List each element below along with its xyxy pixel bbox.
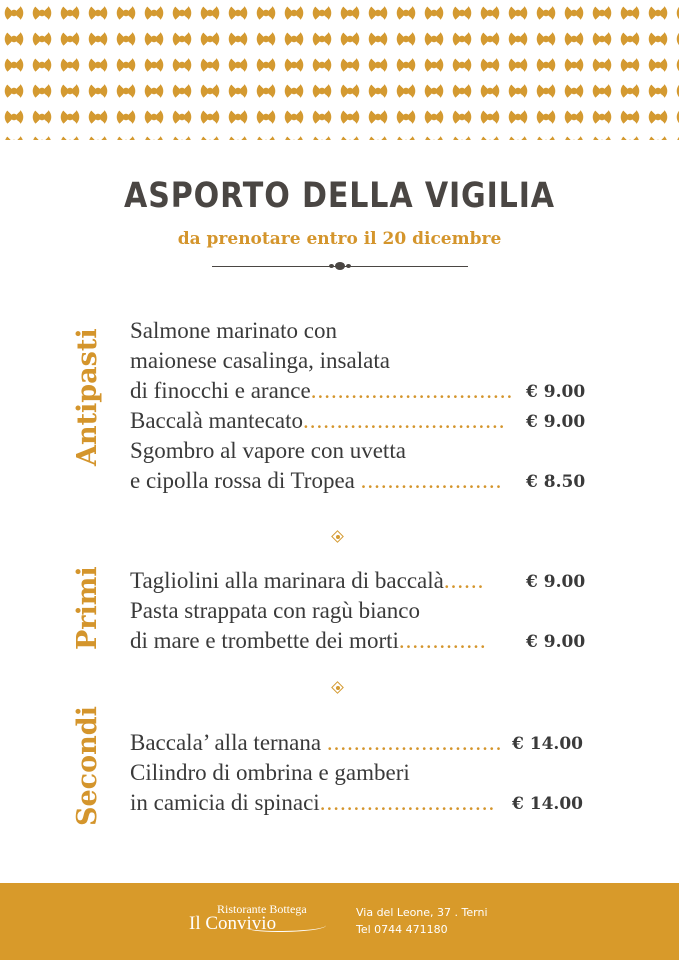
page-title: ASPORTO DELLA VIGILIA (124, 176, 555, 216)
divider-ornament-icon (335, 262, 345, 270)
page-subtitle: da prenotare entro il 20 dicembre (177, 229, 502, 249)
menu-item-line (130, 788, 495, 818)
dot-leader: .......................... (326, 730, 503, 755)
dot-leader: .............................. (303, 408, 506, 433)
dot-leader: .......................... (319, 790, 496, 815)
phone-text: Tel 0744 471180 (356, 923, 448, 936)
menu-item-line (130, 728, 502, 758)
menu-item-price: € 9.00 (526, 572, 586, 592)
menu-item-line: Salmone marinato con (130, 318, 337, 343)
menu-item-price: € 14.00 (512, 794, 583, 814)
menu-item-price: € 9.00 (526, 382, 586, 402)
section-separator-icon (332, 531, 344, 543)
menu-item-line (130, 566, 484, 596)
decorative-pattern (0, 0, 679, 140)
section-label-primi: Primi (72, 566, 103, 650)
address-text: Via del Leone, 37 . Terni (356, 906, 488, 919)
dot-leader: ...... (443, 568, 485, 593)
menu-item-line: Pasta strappata con ragù bianco (130, 598, 420, 623)
menu-item-line (130, 626, 487, 656)
logo-subtitle: Ristorante Bottega (217, 902, 307, 916)
menu-item-line (130, 466, 502, 496)
menu-item-price: € 14.00 (512, 734, 583, 754)
menu-item-name: Baccalà mantecato (130, 408, 304, 433)
menu-item-line: maionese casalinga, insalata (130, 348, 390, 373)
menu-item-name: Baccala’ alla ternana (130, 730, 322, 755)
menu-item-line (130, 376, 513, 406)
dot-leader: ............. (398, 628, 487, 653)
menu-item-name: di finocchi e arance (130, 378, 311, 403)
dot-leader: ..................... (360, 468, 503, 493)
section-label-antipasti: Antipasti (72, 328, 103, 466)
logo-name: Il Convivio (189, 913, 277, 934)
menu-item-line: Sgombro al vapore con uvetta (130, 438, 406, 463)
menu-item-price: € 9.00 (526, 632, 586, 652)
dot-leader: .............................. (310, 378, 514, 403)
menu-item-line: Cilindro di ombrina e gamberi (130, 760, 410, 785)
menu-item-name: in camicia di spinaci (130, 790, 320, 815)
menu-item-name: Tagliolini alla marinara di baccalà (130, 568, 444, 593)
menu-item-name: di mare e trombette dei morti (130, 628, 399, 653)
section-separator-icon (332, 682, 344, 694)
menu-item-price: € 9.00 (526, 412, 586, 432)
section-label-secondi: Secondi (72, 706, 103, 826)
footer-bar (0, 883, 679, 960)
menu-item-price: € 8.50 (526, 472, 586, 492)
menu-item-name: e cipolla rossa di Tropea (130, 468, 355, 493)
menu-item-line (130, 406, 506, 436)
